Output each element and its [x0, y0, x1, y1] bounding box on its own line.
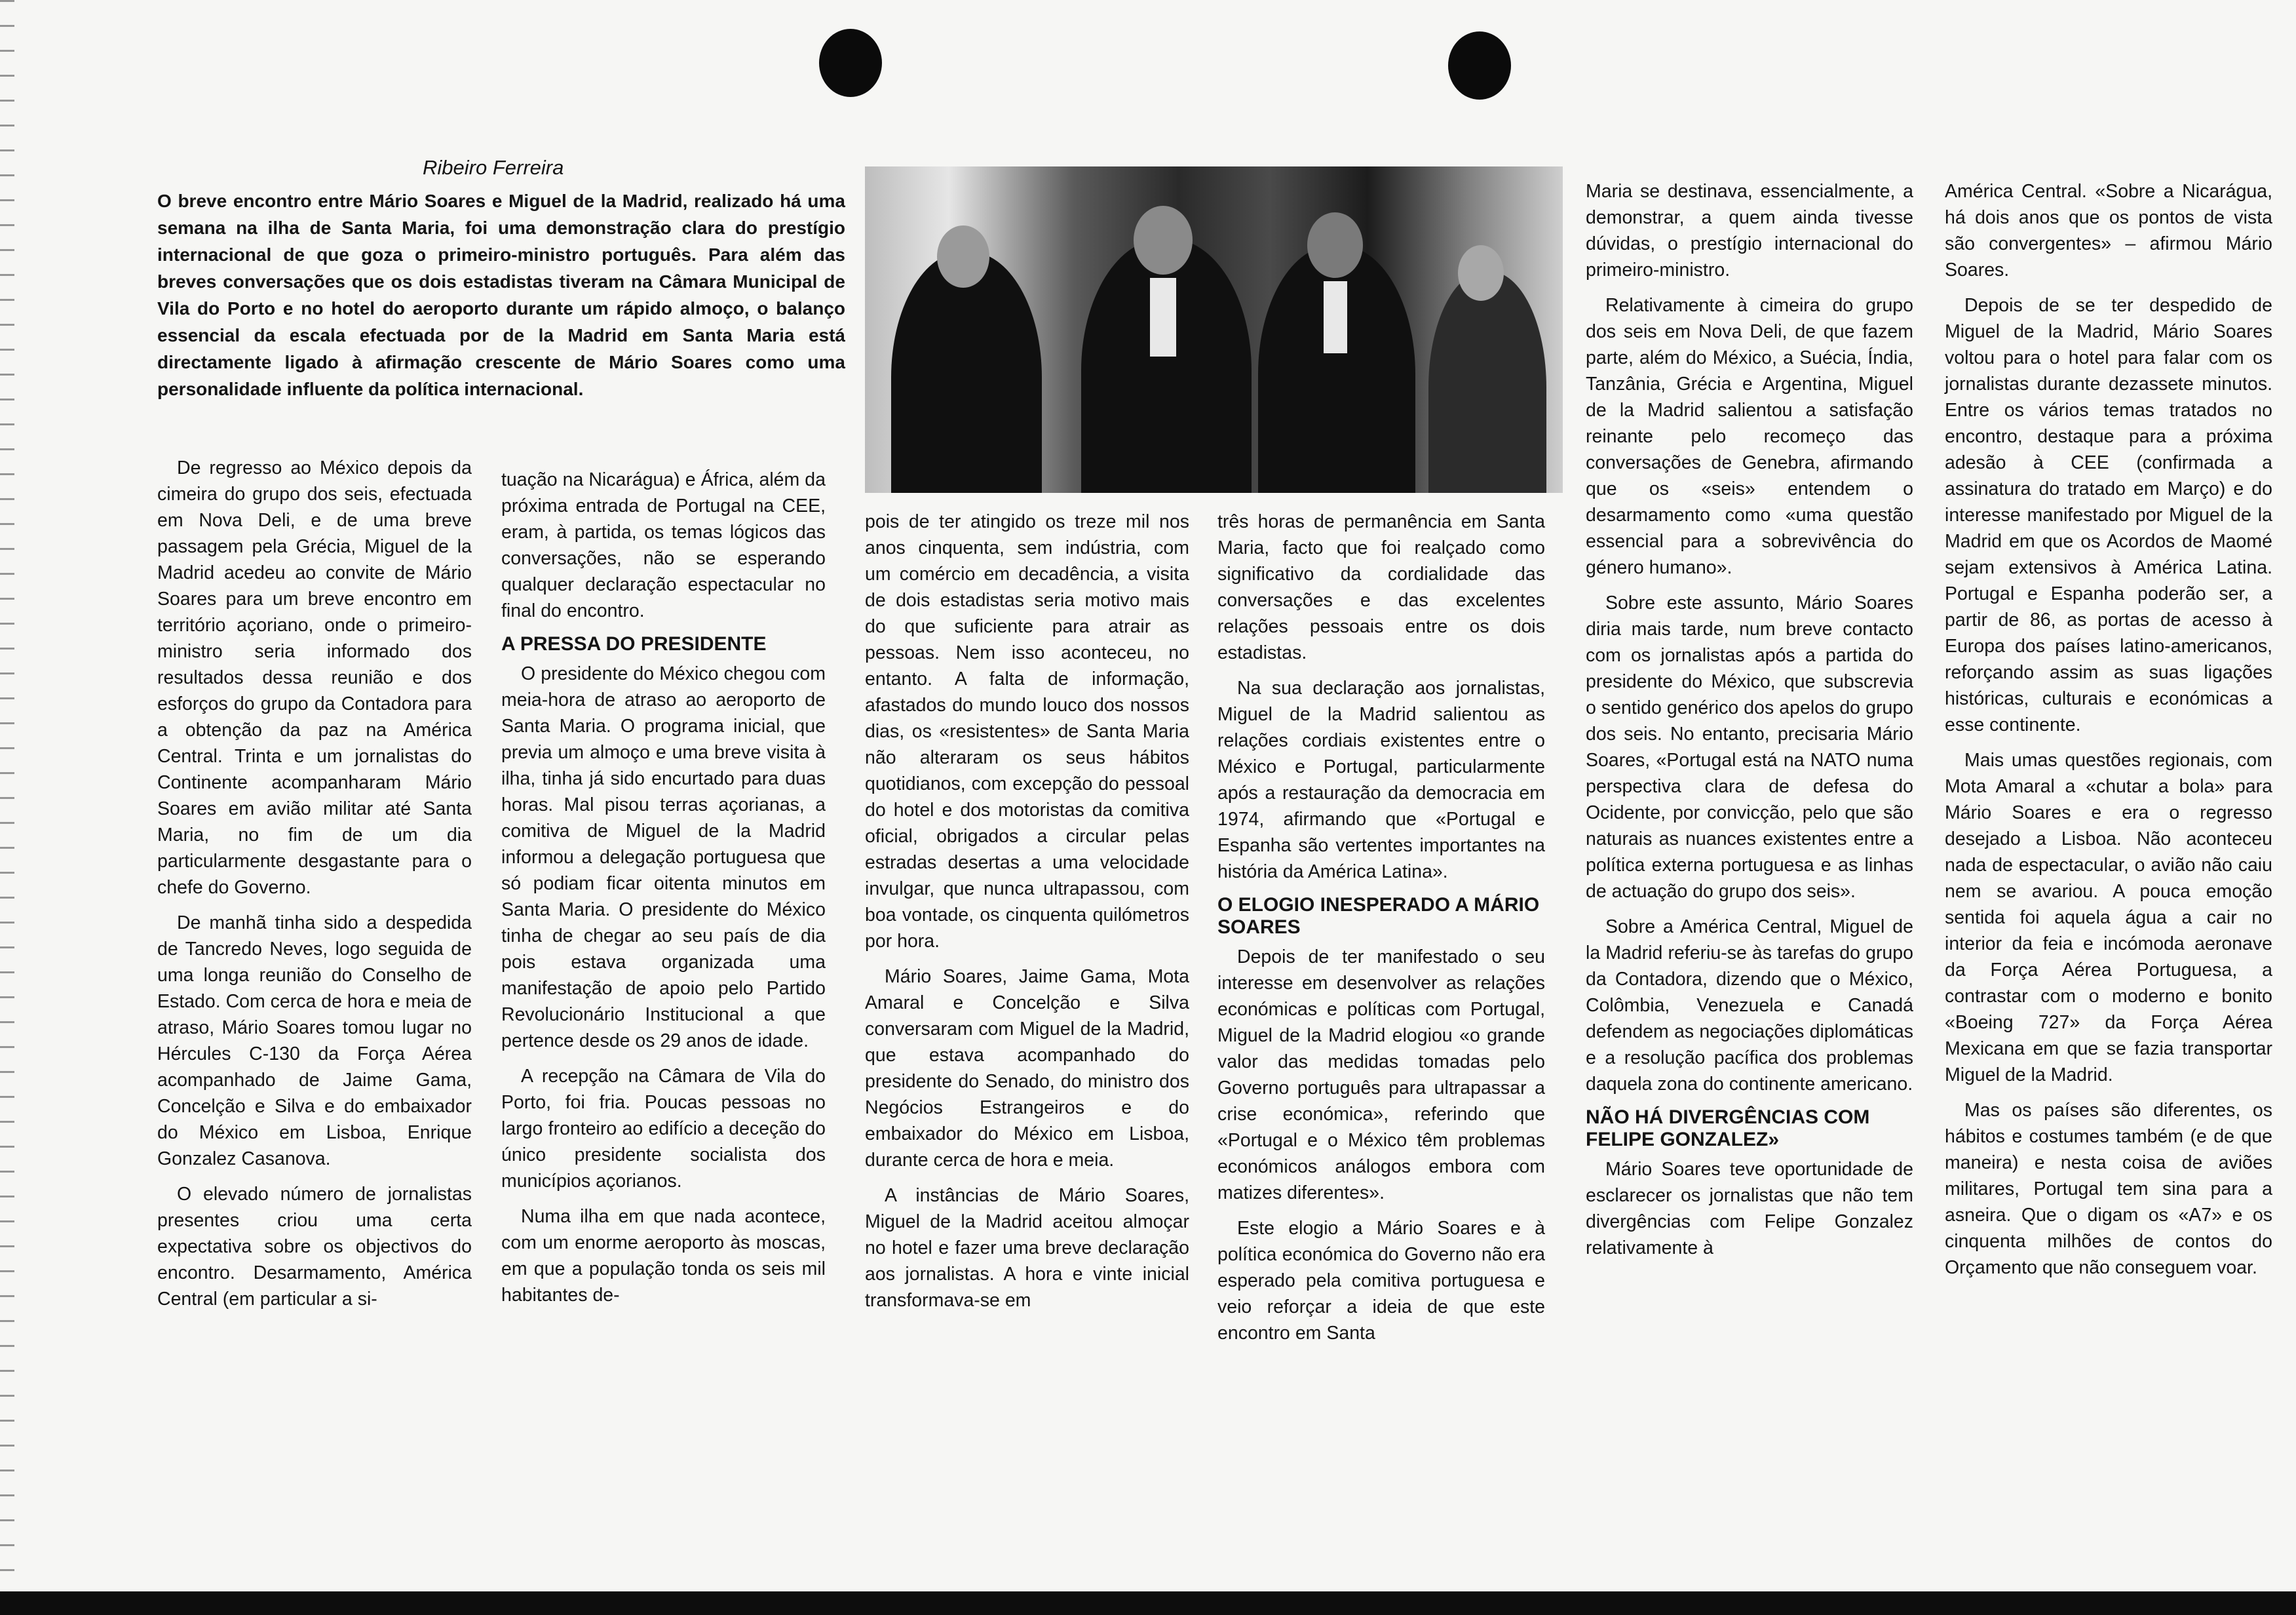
paragraph: Maria se destinava, essencialmente, a demonstrar, a quem ainda tivesse dúvidas, o prestígio internacional do primeiro-ministro.	[1586, 181, 1913, 281]
paragraph: América Central. «Sobre a Nicarágua, há dois anos que os pontos de vista são convergentes» – afirmou Mário Soares.	[1945, 181, 2272, 281]
article-column-3	[865, 509, 1189, 1323]
section-heading: A PRESSA DO PRESIDENTE	[501, 633, 767, 655]
paragraph: A recepção na Câmara de Vila do Porto, foi fria. Poucas pessoas no largo fronteiro ao edifício a deceção do único presidente socialista dos municípios açorianos.	[501, 1066, 826, 1192]
paragraph: Este elogio a Mário Soares e à política económica do Governo não era esperado pela comitiva portuguesa e veio reforçar a ideia de que este encontro em Santa	[1217, 1218, 1545, 1344]
news-photo	[865, 166, 1563, 493]
paragraph: pois de ter atingido os treze mil nos anos cinquenta, sem indústria, com um comércio em decadência, a visita de dois estadistas seria motivo mais do que suficiente para atrair as pessoas. Nem isso aconteceu, no entanto. A falta de informação, afastados do mundo louco dos nossos dias, os «resistentes» de Santa Maria não alteraram os seus hábitos quotidianos, com excepção do pessoal do hotel e dos motoristas da comitiva oficial, obrigados a circular pelas estradas desertas a uma velocidade invulgar, que nunca ultrapassou, com boa vontade, os cinquenta quilómetros por hora.	[865, 511, 1189, 952]
paragraph: Mário Soares, Jaime Gama, Mota Amaral e Concelção e Silva conversaram com Miguel de la Madrid, que estava acompanhado do presidente do Senado, do ministro dos Negócios Estrangeiros e do embaixador do México em Lisboa, durante cerca de hora e meia.	[865, 966, 1189, 1171]
punch-hole-right	[1448, 31, 1511, 100]
article-column-2	[501, 467, 826, 1317]
lead-paragraph: O breve encontro entre Mário Soares e Miguel de la Madrid, realizado há uma semana na ilha de Santa Maria, foi uma demonstração clara do prestígio internacional de que goza o primeiro-ministro português. Para além das breves conversações que os dois estadistas tiveram na Câmara Municipal de Vila do Porto e no hotel do aeroporto durante um rápido almoço, o balanço essencial da escala efectuada por de la Madrid em Santa Maria está directamente ligado à afirmação crescente de Mário Soares como uma personalidade influente da política internacional.	[157, 191, 845, 399]
article-column-4	[1217, 509, 1545, 1355]
paragraph: De regresso ao México depois da cimeira do grupo dos seis, efectuada em Nova Deli, e de uma breve passagem pela Grécia, Miguel de la Madrid acedeu ao convite de Mário Soares para um breve encontro em território açoriano, onde o primeiro-ministro seria informado dos resultados dessa reunião e dos esforços do grupo da Contadora para a obtenção da paz na América Central. Trinta e um jornalistas do Continente acompanharam Mário Soares em avião militar até Santa Maria, no fim de um dia particularmente desgastante para o chefe do Governo.	[157, 457, 472, 898]
paragraph: tuação na Nicarágua) e África, além da próxima entrada de Portugal na CEE, eram, à partida, os temas lógicos das conversações, não se esperando qualquer declaração espectacular no final do encontro.	[501, 469, 826, 621]
scan-edge-noise	[0, 0, 14, 1615]
section-heading: NÃO HÁ DIVERGÊNCIAS COM FELIPE GONZALEZ»	[1586, 1106, 1870, 1150]
section-heading: O ELOGIO INESPERADO A MÁRIO SOARES	[1217, 894, 1540, 938]
paragraph: De manhã tinha sido a despedida de Tancredo Neves, logo seguida de uma longa reunião do Conselho de Estado. Com cerca de hora e meia de atraso, Mário Soares tomou lugar no Hércules C-130 da Força Aérea acompanhado de Jaime Gama, Concelção e Silva e do embaixador do México em Lisboa, Enrique Gonzalez Casanova.	[157, 912, 472, 1169]
paragraph: Depois de se ter despedido de Miguel de la Madrid, Mário Soares voltou para o hotel para falar com os jornalistas durante dezassete minutos. Entre os vários temas tratados no encontro, destaque para a próxima adesão à CEE (confirmada a assinatura do tratado em Março) e do interesse manifestado por Miguel de la Madrid em que os Acordos de Maomé sejam extensivos à América Latina. Portugal e Espanha poderão ser, a partir de 86, as portas de acesso à Europa dos países latino-americanos, reforçando assim as suas ligações históricas, culturais e económicas a esse continente.	[1945, 295, 2272, 735]
paragraph: Sobre a América Central, Miguel de la Madrid referiu-se às tarefas do grupo da Contadora, dizendo que o México, Colômbia, Venezuela e Canadá defendem as negociações diplomáticas e a resolução pacífica dos problemas daquela zona do continente americano.	[1586, 916, 1913, 1095]
paragraph: O presidente do México chegou com meia-hora de atraso ao aeroporto de Santa Maria. O programa inicial, que previa um almoço e uma breve visita à ilha, tinha já sido encurtado para duas horas. Mal pisou terras açorianas, a comitiva de Miguel de la Madrid informou a delegação portuguesa que só podiam ficar oitenta minutos em Santa Maria. O presidente do México tinha de chegar ao seu país de dia pois estava organizada uma manifestação de apoio pelo Partido Revolucionário Institucional a que pertence desde os 29 anos de idade.	[501, 663, 826, 1051]
paragraph: Depois de ter manifestado o seu interesse em desenvolver as relações económicas e políticas com Portugal, Miguel de la Madrid elogiou «o grande valor das medidas tomadas pelo Governo português para ultrapassar a crise económica», referindo que «Portugal e o México têm problemas económicos análogos embora com matizes diferentes».	[1217, 946, 1545, 1203]
paragraph: Mário Soares teve oportunidade de esclarecer os jornalistas que não tem divergências com Felipe Gonzalez relativamente à	[1586, 1159, 1913, 1258]
paragraph: Sobre este assunto, Mário Soares diria mais tarde, num breve contacto com os jornalistas após a partida do presidente do México, que subscrevia o sentido genérico dos apelos do grupo dos seis. No entanto, precisaria Mário Soares, «Portugal está na NATO numa perspectiva clara de defesa do Ocidente, por convicção, pelo que são naturais as nuances existentes entre a política externa portuguesa e as linhas de actuação do grupo dos seis».	[1586, 593, 1913, 902]
paragraph: Na sua declaração aos jornalistas, Miguel de la Madrid salientou as relações cordiais existentes entre o México e Portugal, particularmente após a restauração da democracia em 1974, afirmando que «Portugal e Espanha são vertentes importantes na história da América Latina».	[1217, 678, 1545, 882]
paragraph: três horas de permanência em Santa Maria, facto que foi realçado como significativo da cordialidade das conversações e das excelentes relações pessoais entre os dois estadistas.	[1217, 511, 1545, 663]
paragraph: O elevado número de jornalistas presentes criou uma certa expectativa sobre os objectivos do encontro. Desarmamento, América Central (em particular a si-	[157, 1184, 472, 1310]
paragraph: A instâncias de Mário Soares, Miguel de la Madrid aceitou almoçar no hotel e fazer uma breve declaração aos jornalistas. A hora e vinte inicial transformava-se em	[865, 1185, 1189, 1311]
punch-hole-left	[819, 29, 882, 97]
paragraph: Mas os países são diferentes, os hábitos e costumes também (e de que maneira) e nesta coisa de aviões militares, Portugal tem sina para a asneira. Que o digam os «A7» e os cinquenta milhões de contos do Orçamento que não conseguem voar.	[1945, 1100, 2272, 1278]
article-column-6	[1945, 178, 2272, 1290]
paragraph: Numa ilha em que nada acontece, com um enorme aeroporto às moscas, em que a população tonda os seis mil habitantes de-	[501, 1206, 826, 1306]
paragraph: Mais umas questões regionais, com Mota Amaral a «chutar a bola» para Mário Soares e era o regresso desejado a Lisboa. Não aconteceu nada de espectacular, o avião não caiu nem se avariou. A pouca emoção sentida foi aquela água a cair no interior da feia e incómoda aeronave da Força Aérea Portuguesa, a contrastar com o moderno e bonito «Boeing 727» da Força Aérea Mexicana em que se fazia transportar Miguel de la Madrid.	[1945, 750, 2272, 1085]
paragraph: Relativamente à cimeira do grupo dos seis em Nova Deli, de que fazem parte, além do México, a Suécia, Índia, Tanzânia, Grécia e Argentina, Miguel de la Madrid salientou a satisfação reinante pelo recomeço das conversações de Genebra, afirmando que os «seis» entendem o desarmamento como «uma questão essencial para a sobrevivência do género humano».	[1586, 295, 1913, 578]
article-column-1	[157, 455, 472, 1321]
byline: Ribeiro Ferreira	[423, 156, 564, 179]
article-column-5	[1586, 178, 1913, 1270]
scan-bottom-edge	[0, 1591, 2296, 1615]
